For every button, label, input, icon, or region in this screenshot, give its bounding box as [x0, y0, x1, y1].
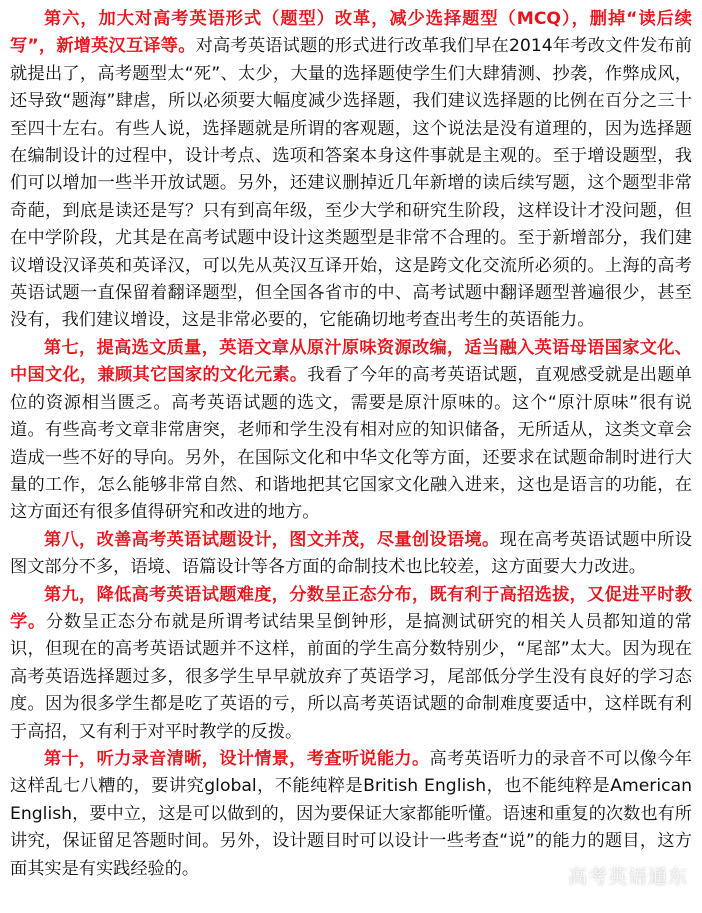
watermark: 高考英语通东 [567, 866, 688, 888]
paragraph-nine-heading: 第九，降低高考英语试题难度，分数呈正态分布，既有利于高招选拔，又促进平时教学。 [10, 584, 692, 632]
paragraph-seven [10, 335, 692, 527]
article-body [10, 6, 692, 883]
paragraph-six [10, 6, 692, 335]
paragraph-six-heading: 第六，加大对高考英语形式（题型）改革，减少选择题型（MCQ），删掉“读后续写”，新增英汉互译等。 [10, 9, 692, 57]
paragraph-six-text: 对高考英语试题的形式进行改革我们早在2014年考改文件发布前就提出了，高考题型太“死”、太少，大量的选择题使学生们大肆猜测、抄袭，作弊成风，还导致“题海”肆虐，所以必须要大幅度减少选择题，我们建议选择题的比例在百分之三十至四十左右。有些人说，选择题就是所谓的客观题，这个说法是没有道理的，因为选择题在编制设计的过程中，设计考点、选项和答案本身这件事就是主观的。至于增设题型，我们可以增加一些半开放试题。另外，还建议删掉近几年新增的读后续写题，这个题型非常奇葩，到底是读还是写？只有到高年级，至少大学和研究生阶段，这样设计才没问题，但在中学阶段，尤其是在高考试题中设计这类题型是非常不合理的。至于新增部分，我们建议增设汉译英和英译汉，可以先从英汉互译开始，这是跨文化交流所必须的。上海的高考英语试题一直保留着翻译题型，但全国各省市的中、高考试题中翻译题型普遍很少，甚至没有，我们建议增设，这是非常必要的，它能确切地考查出考生的英语能力。 [10, 36, 692, 331]
paragraph-eight-text: 现在高考英语试题中所设图文部分不多，语境、语篇设计等各方面的命制技术也比较差，这方面要大力改进。 [10, 529, 692, 578]
paragraph-seven-text: 我看了今年的高考英语试题，直观感受就是出题单位的资源相当匮乏。高考英语试题的选文，需要是原汁原味的。这个“原汁原味”很有说道。有些高考文章非常唐突，老师和学生没有相对应的知识储备，无所适从，这类文章会造成一些不好的导向。另外，在国际文化和中华文化等方面，还要求在试题命制时进行大量的工作，怎么能够非常自然、和谐地把其它国家文化融入进来，这也是语言的功能，在这方面还有很多值得研究和改进的地方。 [10, 365, 692, 523]
paragraph-ten-heading: 第十，听力录音清晰，设计情景，考查听说能力。 [44, 748, 430, 769]
paragraph-eight-heading: 第八，改善高考英语试题设计，图文并茂，尽量创设语境。 [44, 529, 500, 550]
paragraph-nine-text: 分数呈正态分布就是所谓考试结果呈倒钟形，是搞测试研究的相关人员都知道的常识，但现在的高考英语试题并不这样，前面的学生高分数特别少，“尾部”太大。因为现在高考英语选择题过多，很多学生早早就放弃了英语学习，尾部低分学生没有良好的学习态度。因为很多学生都是吃了英语的亏，所以高考英语试题的命制难度要适中，这样既有利于高招，又有利于对平时教学的反拨。 [10, 611, 692, 742]
paragraph-nine [10, 582, 692, 746]
paragraph-eight [10, 527, 692, 582]
paragraph-seven-heading: 第七，提高选文质量，英语文章从原汁原味资源改编，适当融入英语母语国家文化、中国文化，兼顾其它国家的文化元素。 [10, 337, 692, 386]
paragraph-ten-text: 高考英语听力的录音不可以像今年这样乱七八糟的，要讲究global，不能纯粹是British English，也不能纯粹是American English，要中立，这是可以做到的，因为要保证大家都能听懂。语速和重复的次数也有所讲究，保证留足答题时间。另外，设计题目时可以设计一些考查“说”的能力的题目，这方面其实是有实践经验的。 [10, 748, 692, 879]
